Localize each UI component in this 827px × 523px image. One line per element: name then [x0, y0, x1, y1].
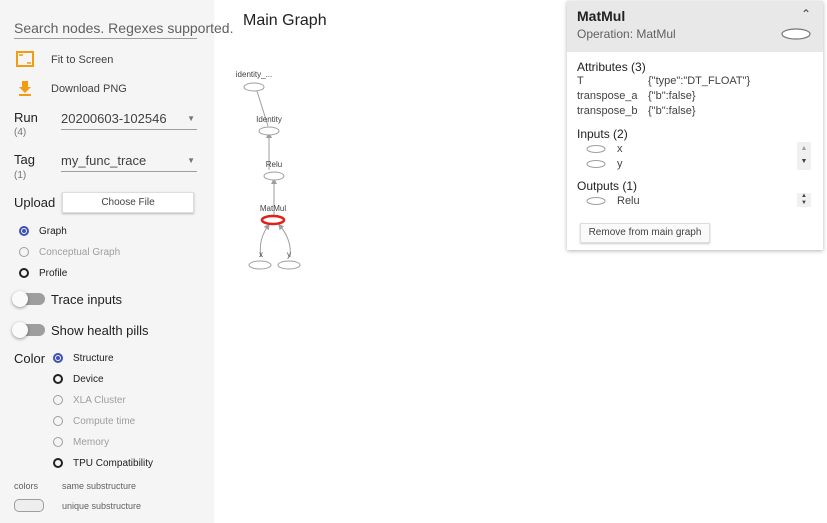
- panel-operation: Operation: MatMul: [577, 27, 676, 41]
- outputs-header: Outputs (1): [577, 179, 638, 193]
- toggle-thumb: [12, 322, 28, 338]
- trace-inputs-toggle[interactable]: [12, 290, 202, 310]
- input-item[interactable]: y: [617, 158, 623, 170]
- health-pills-toggle[interactable]: [12, 321, 202, 341]
- fit-to-screen-label: Fit to Screen: [51, 54, 114, 66]
- output-item[interactable]: Relu: [617, 195, 640, 207]
- radio-unselected-icon: [53, 395, 63, 405]
- node-y[interactable]: [278, 261, 300, 269]
- color-xla-label: XLA Cluster: [73, 395, 126, 406]
- node-identity-trunc[interactable]: [244, 83, 264, 91]
- attr-key: transpose_b: [577, 105, 638, 117]
- radio-profile[interactable]: [19, 268, 199, 282]
- color-memory[interactable]: [53, 437, 203, 451]
- scroll-down-icon[interactable]: ▼: [800, 158, 808, 165]
- tag-count: (1): [14, 170, 27, 181]
- remove-from-main-graph-button[interactable]: Remove from main graph: [580, 223, 710, 243]
- node-label-y: y: [287, 250, 291, 259]
- tag-select[interactable]: [61, 153, 197, 172]
- legend-unique-label: unique substructure: [62, 501, 142, 511]
- input-item[interactable]: x: [617, 143, 623, 155]
- run-count: (4): [14, 127, 27, 138]
- radio-graph[interactable]: [19, 226, 199, 240]
- radio-conceptual-graph[interactable]: [19, 247, 199, 261]
- outputs-scrollbar[interactable]: [797, 193, 811, 207]
- color-structure-label: Structure: [73, 353, 114, 364]
- color-device-label: Device: [73, 374, 104, 385]
- graph-canvas[interactable]: [230, 60, 340, 280]
- run-select[interactable]: [61, 111, 197, 130]
- node-identity[interactable]: [259, 127, 279, 135]
- chevron-down-icon: ▼: [187, 156, 195, 165]
- color-tpu-label: TPU Compatibility: [73, 458, 154, 469]
- node-label-identity: Identity: [256, 115, 282, 124]
- sidebar: [0, 0, 234, 523]
- radio-unselected-icon: [53, 374, 63, 384]
- page-title: Main Graph: [243, 12, 327, 29]
- download-png-button[interactable]: [14, 80, 204, 100]
- fit-screen-icon: [16, 51, 34, 67]
- radio-selected-icon: [53, 353, 63, 363]
- fit-to-screen-button[interactable]: [14, 51, 204, 71]
- choose-file-button[interactable]: Choose File: [62, 192, 194, 213]
- tag-label: Tag: [14, 152, 35, 167]
- radio-selected-icon: [19, 226, 29, 236]
- color-label: Color: [14, 351, 46, 366]
- radio-unselected-icon: [19, 268, 29, 278]
- toggle-thumb: [12, 291, 28, 307]
- run-label: Run: [14, 110, 38, 125]
- attr-value: {"type":"DT_FLOAT"}: [648, 75, 751, 87]
- inputs-scrollbar[interactable]: [797, 142, 811, 170]
- node-label-identity-trunc: identity_...: [235, 70, 273, 79]
- chevron-down-icon: ▼: [187, 114, 195, 123]
- node-info-panel: [567, 1, 823, 250]
- health-pills-label: Show health pills: [51, 323, 149, 338]
- tag-select-value: my_func_trace: [61, 153, 147, 168]
- node-relu[interactable]: [264, 172, 284, 180]
- radio-conceptual-label: Conceptual Graph: [39, 247, 121, 258]
- legend-same-label: same substructure: [62, 481, 137, 491]
- upload-label: Upload: [14, 195, 56, 210]
- radio-unselected-icon: [53, 458, 63, 468]
- output-node-icon: [585, 196, 607, 206]
- download-png-label: Download PNG: [51, 83, 127, 95]
- download-icon: [17, 80, 33, 96]
- collapse-chevron-icon[interactable]: ⌃: [801, 7, 812, 21]
- inputs-header: Inputs (2): [577, 127, 628, 141]
- legend-colors-label: colors: [14, 481, 39, 491]
- run-select-value: 20200603-102546: [61, 111, 167, 126]
- input-node-icon: [585, 144, 607, 154]
- color-tpu-compatibility[interactable]: [53, 458, 203, 472]
- attributes-header: Attributes (3): [577, 60, 646, 74]
- trace-inputs-label: Trace inputs: [51, 292, 123, 307]
- radio-unselected-icon: [19, 247, 29, 257]
- panel-title: MatMul: [577, 8, 626, 24]
- legend-swatch: [14, 499, 44, 512]
- search-input[interactable]: Search nodes. Regexes supported.: [14, 20, 197, 39]
- color-device[interactable]: [53, 374, 203, 388]
- radio-unselected-icon: [53, 437, 63, 447]
- attr-value: {"b":false}: [648, 105, 696, 117]
- scroll-up-icon[interactable]: ▲: [800, 145, 808, 152]
- color-compute-time[interactable]: [53, 416, 203, 430]
- attr-key: T: [577, 75, 584, 87]
- radio-graph-label: Graph: [39, 226, 67, 237]
- radio-profile-label: Profile: [39, 268, 68, 279]
- node-label-matmul: MatMul: [259, 204, 287, 213]
- input-node-icon: [585, 159, 607, 169]
- scroll-updown-icon[interactable]: ▲ ▼: [801, 193, 807, 206]
- node-label-x: x: [259, 250, 263, 259]
- node-shape-icon: [780, 27, 812, 41]
- color-compute-label: Compute time: [73, 416, 136, 427]
- attr-value: {"b":false}: [648, 90, 696, 102]
- color-xla-cluster[interactable]: [53, 395, 203, 409]
- radio-unselected-icon: [53, 416, 63, 426]
- color-memory-label: Memory: [73, 437, 110, 448]
- attr-key: transpose_a: [577, 90, 638, 102]
- node-label-relu: Relu: [265, 160, 283, 169]
- node-x[interactable]: [249, 261, 271, 269]
- color-structure[interactable]: [53, 353, 203, 367]
- node-matmul-selected[interactable]: [262, 216, 284, 224]
